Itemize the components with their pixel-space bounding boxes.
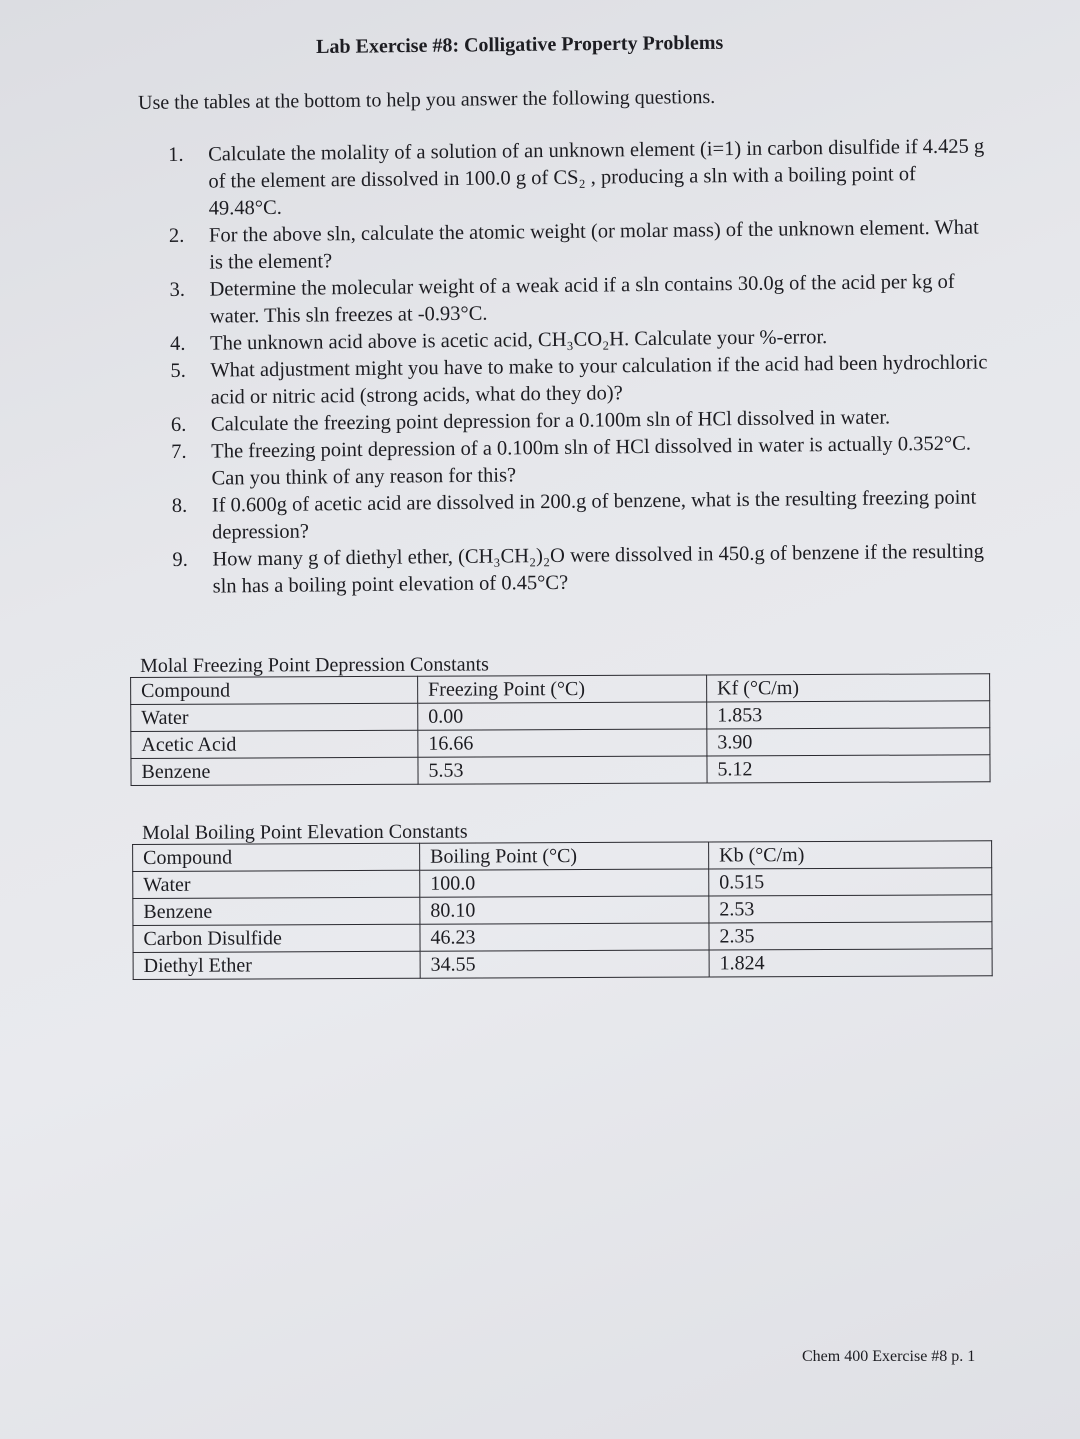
page-title: Lab Exercise #8: Colligative Property Problems — [316, 31, 724, 58]
question-item — [168, 133, 989, 223]
table-cell: Water — [133, 870, 420, 898]
question-number: 6. — [170, 413, 187, 436]
table-row — [131, 755, 990, 786]
intro-text: Use the tables at the bottom to help you answer the following questions. — [138, 85, 716, 114]
question-number: 4. — [170, 332, 186, 355]
header-cell: Compound — [131, 676, 418, 704]
table-row — [133, 949, 992, 980]
question-item — [169, 268, 990, 331]
header-cell: Freezing Point (°C) — [418, 675, 707, 703]
table-cell: Diethyl Ether — [133, 951, 420, 979]
header-cell: Boiling Point (°C) — [420, 842, 709, 870]
table-cell: 0.00 — [418, 702, 707, 730]
table-cell: Benzene — [133, 897, 420, 925]
question-text: For the above sln, calculate the atomic weight (or molar mass) of the unknown element. What is the element? — [208, 216, 979, 274]
table-row — [133, 922, 992, 953]
table-cell: 5.12 — [707, 755, 990, 783]
table-cell: 2.35 — [709, 922, 992, 950]
question-item — [171, 430, 992, 493]
question-text: The freezing point depression of a 0.100m sln of HCl dissolved in water is actually 0.352°C. Can you think of any reason for this? — [211, 432, 972, 490]
question-text: How many g of diethyl ether, (CH₃CH₂)₂O were dissolved in 450.g of benzene if the resulting sln has a boiling point elevation of 0.45°C? — [212, 540, 984, 598]
boiling-table-title: Molal Boiling Point Elevation Constants — [141, 820, 468, 844]
freezing-table-title: Molal Freezing Point Depression Constants — [139, 653, 489, 677]
table-cell: 34.55 — [420, 950, 709, 978]
question-text: What adjustment might you have to make to your calculation if the acid had been hydrochloric acid or nitric acid (strong acids, what do they do)? — [210, 351, 988, 409]
table-row — [131, 728, 990, 759]
table-cell: 3.90 — [707, 728, 990, 756]
table-cell: Carbon Disulfide — [133, 924, 420, 952]
question-number: 7. — [171, 440, 187, 463]
question-number: 9. — [172, 548, 188, 571]
question-number: 8. — [171, 494, 188, 517]
boiling-point-table — [132, 840, 993, 980]
question-text: Calculate the freezing point depression for a 0.100m sln of HCl dissolved in water. — [210, 406, 891, 436]
table-row — [133, 868, 992, 899]
header-cell: Compound — [133, 843, 420, 871]
table-cell: Benzene — [131, 757, 418, 785]
table-header-row — [133, 841, 992, 872]
page-footer: Chem 400 Exercise #8 p. 1 — [802, 1348, 976, 1365]
table-cell: 80.10 — [420, 896, 709, 924]
table-cell: 1.853 — [707, 701, 990, 729]
question-text: If 0.600g of acetic acid are dissolved in 200.g of benzene, what is the resulting freezing point depression? — [211, 486, 977, 544]
question-item — [170, 349, 991, 412]
question-number: 1. — [168, 143, 184, 166]
table-cell: 0.515 — [709, 868, 992, 896]
table-cell: Acetic Acid — [131, 730, 418, 758]
table-cell: 16.66 — [418, 729, 707, 757]
table-cell: 46.23 — [420, 923, 709, 951]
header-cell: Kf (°C/m) — [707, 674, 990, 702]
question-number: 3. — [169, 278, 186, 301]
question-item — [172, 484, 993, 547]
table-cell: 5.53 — [418, 756, 707, 784]
table-cell: 100.0 — [420, 869, 709, 897]
question-number: 5. — [170, 359, 186, 382]
table-row — [131, 701, 990, 732]
question-text: Determine the molecular weight of a weak acid if a sln contains 30.0g of the acid per kg of water. This sln freezes at -0.93°C. — [209, 270, 955, 328]
table-header-row — [131, 674, 990, 705]
question-text: Calculate the molality of a solution of an unknown element (i=1) in carbon disulfide if 4.425 g of the element are dissolved in 100.0 g of CS₂ , producing a sln with a boiling point of 49.48°C. — [208, 135, 985, 220]
header-cell: Kb (°C/m) — [709, 841, 992, 869]
question-list — [168, 133, 993, 601]
freezing-point-table-block — [130, 651, 991, 786]
table-cell: 1.824 — [709, 949, 992, 977]
question-text: The unknown acid above is acetic acid, CH₃CO₂H. Calculate your %-error. — [209, 326, 828, 355]
question-item — [169, 214, 990, 277]
question-number: 2. — [168, 224, 185, 247]
table-cell: Water — [131, 703, 418, 731]
table-row — [133, 895, 992, 926]
question-item — [172, 538, 993, 601]
table-cell: 2.53 — [709, 895, 992, 923]
freezing-point-table — [130, 673, 990, 786]
boiling-point-table-block — [132, 818, 993, 980]
